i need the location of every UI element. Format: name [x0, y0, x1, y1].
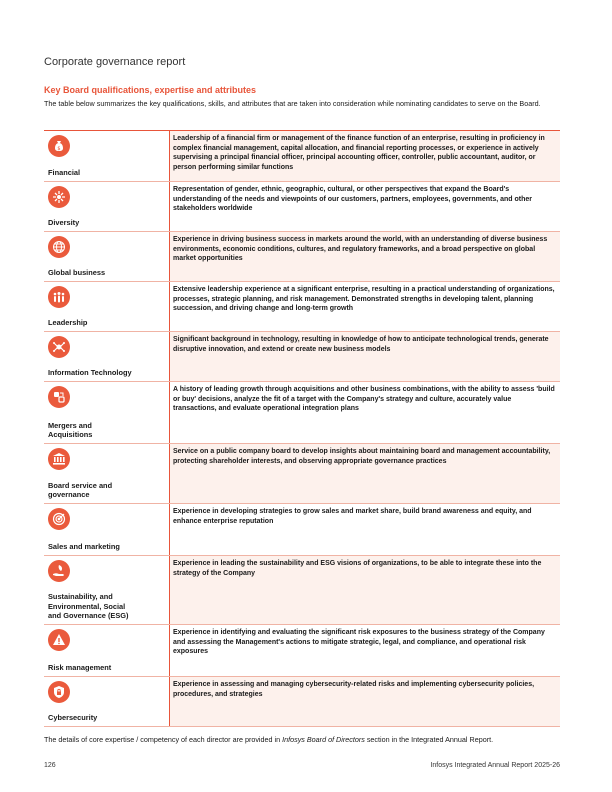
table-row [44, 444, 560, 504]
row-label-cell [44, 332, 170, 381]
table-row [44, 382, 560, 444]
row-label: Board service and governance [48, 480, 113, 500]
section-title: Key Board qualifications, expertise and attributes [44, 85, 257, 95]
row-label: Leadership [48, 318, 88, 328]
row-label: Financial [48, 168, 81, 178]
row-description: Leadership of a financial firm or management of the finance function of an enterprise, resulting in proficiency in complex financial management, capital allocation, and financial reporting processes, or experience in actively supervising a principal financial officer, principal accounting officer, controller, public accountant, auditor, or person performing similar functions [170, 131, 560, 181]
row-label: Mergers and Acquisitions [48, 420, 93, 440]
table-row [44, 282, 560, 332]
footnote-after: section in the Integrated Annual Report. [364, 735, 494, 744]
row-description: Service on a public company board to develop insights about maintaining board and management accountability, protecting shareholder interests, and observing appropriate governance practices [170, 444, 560, 503]
leaf-hand-icon [48, 560, 70, 582]
row-description: Experience in identifying and evaluating the significant risk exposures to the business strategy of the Company and assessing the Management's actions to mitigate strategic, legal, and compliance, and operational risk exposures [173, 629, 545, 655]
qualifications-table [44, 130, 560, 727]
network-icon [48, 336, 70, 358]
svg-text:$: $ [57, 146, 61, 152]
row-description: A history of leading growth through acquisitions and other business combinations, with the ability to assess 'build or buy' decisions, analyze the fit of a target with the Company's strategy and culture, accurately value transactions, and evaluate operational integration plans [173, 386, 555, 412]
row-label: Global business [48, 268, 106, 278]
row-label-cell [44, 625, 170, 676]
table-row [44, 332, 560, 382]
people-icon [48, 286, 70, 308]
table-row [44, 232, 560, 282]
row-label-cell [44, 556, 170, 624]
table-row [44, 131, 560, 182]
row-label-cell [44, 232, 170, 281]
row-label-cell [44, 444, 170, 503]
footnote-link-text: Infosys Board of Directors [282, 735, 365, 744]
report-name: Infosys Integrated Annual Report 2025-26 [430, 762, 560, 769]
table-row [44, 182, 560, 232]
table-row [44, 625, 560, 677]
row-label: Risk management [48, 663, 112, 673]
table-row [44, 677, 560, 727]
row-description: Experience in driving business success in markets around the world, with an understanding of diverse business environments, economic conditions, cultures, and regulatory frameworks, and a broad perspective on global market opportunities [170, 232, 560, 281]
institution-icon [48, 448, 70, 470]
row-description: Representation of gender, ethnic, geographic, cultural, or other perspectives that expand the Board's understanding of the needs and viewpoints of our customers, partners, employees, governments, and other stakeholders worldwide [173, 186, 533, 212]
diversity-icon [48, 186, 70, 208]
table-row [44, 556, 560, 625]
row-description: Significant background in technology, resulting in knowledge of how to anticipate technological trends, generate disruptive innovation, and extend or create new business models [170, 332, 560, 381]
row-label-cell [44, 182, 170, 231]
money-bag-icon [48, 135, 70, 157]
row-description: Extensive leadership experience at a significant enterprise, resulting in a practical understanding of organizations, processes, strategic planning, and risk management. Demonstrated strengths in developing talent, planning succession, and driving change and long-term growth [173, 286, 555, 312]
row-label-cell [44, 504, 170, 555]
row-label-cell [44, 131, 170, 181]
footnote [44, 735, 493, 744]
row-label-cell [44, 282, 170, 331]
warning-icon [48, 629, 70, 651]
row-label-cell [44, 382, 170, 443]
row-label: Diversity [48, 218, 80, 228]
table-row [44, 504, 560, 556]
page-number: 126 [44, 762, 56, 769]
row-description: Experience in developing strategies to grow sales and market share, build brand awareness and equity, and enhance enterprise reputation [173, 508, 532, 525]
globe-icon [48, 236, 70, 258]
target-icon [48, 508, 70, 530]
row-label: Sustainability, and Environmental, Social and Governance (ESG) [48, 592, 129, 621]
row-label: Cybersecurity [48, 713, 98, 723]
row-label: Sales and marketing [48, 542, 120, 552]
page-header: Corporate governance report [44, 56, 186, 68]
footnote-before: The details of core expertise / competency of each director are provided in [44, 735, 283, 744]
row-label-cell [44, 677, 170, 726]
shield-lock-icon [48, 681, 70, 703]
merge-icon [48, 386, 70, 408]
intro-text: The table below summarizes the key qualifications, skills, and attributes that are taken into consideration while nominating candidates to serve on the Board. [44, 99, 541, 108]
row-label: Information Technology [48, 368, 132, 378]
row-description: Experience in leading the sustainability and ESG visions of organizations, to be able to integrate these into the strategy of the Company [170, 556, 560, 624]
row-description: Experience in assessing and managing cybersecurity-related risks and implementing cybersecurity policies, procedures, and strategies [170, 677, 560, 726]
